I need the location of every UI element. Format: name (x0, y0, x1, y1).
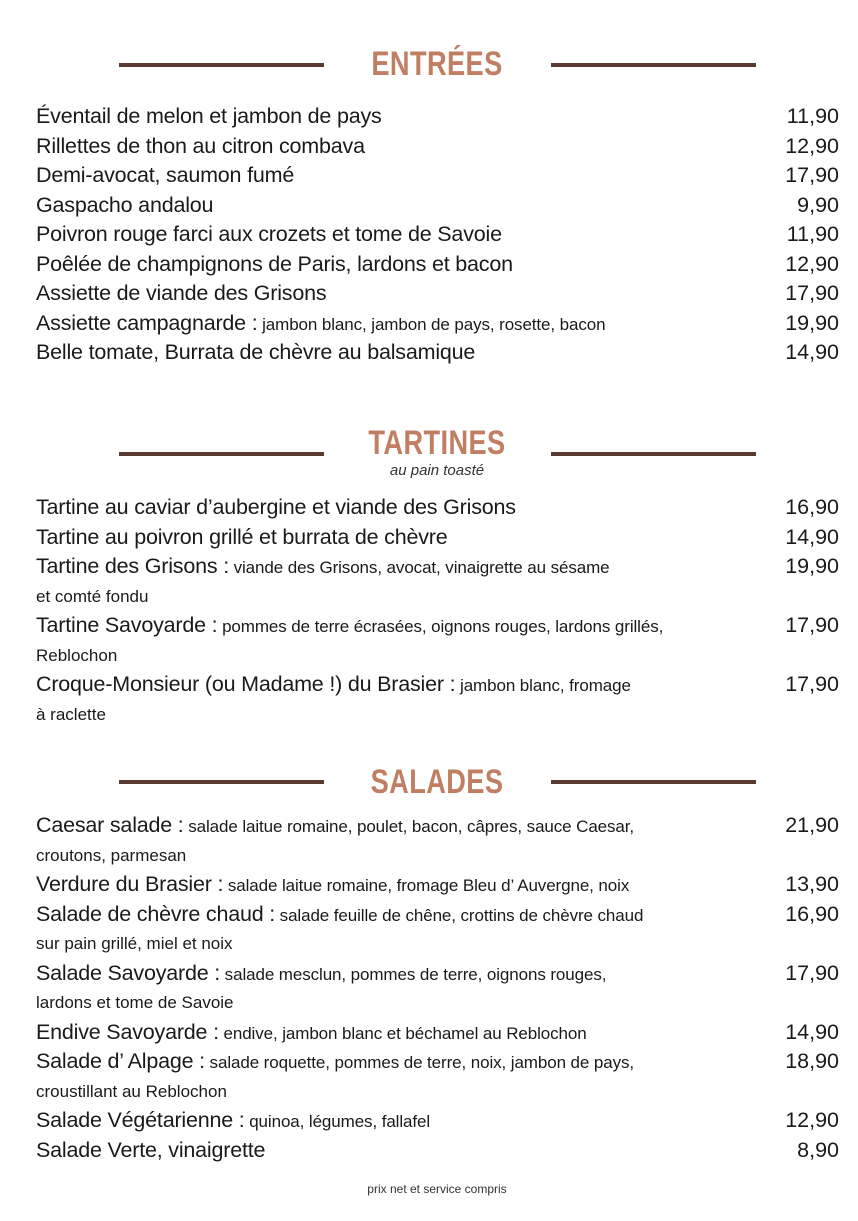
footer-note: prix net et service compris (367, 1182, 507, 1196)
menu-item-line (36, 959, 839, 989)
menu-item (36, 1047, 839, 1106)
salades-title: SALADES (370, 763, 504, 801)
menu-item-line (36, 1047, 839, 1077)
menu-item-name: Tartine au poivron grillé et burrata de chèvre (36, 524, 448, 549)
menu-item-name: Salade de chèvre chaud : (36, 901, 276, 926)
menu-item-line (36, 1106, 839, 1136)
menu-item-description: salade roquette, pommes de terre, noix, jambon de pays, (204, 1053, 635, 1072)
menu-item-line (36, 279, 839, 309)
menu-item-name: Salade Verte, vinaigrette (36, 1137, 266, 1162)
menu-item (36, 900, 839, 959)
menu-item-price: 12,90 (785, 133, 839, 158)
menu-item-name: Salade Végétarienne : (36, 1108, 245, 1132)
menu-item-line (36, 191, 839, 221)
menu-item-line (36, 220, 839, 250)
entrees-title: ENTRÉES (371, 45, 503, 83)
tartines-header (0, 422, 858, 479)
menu-item-price: 11,90 (786, 222, 839, 246)
menu-item-name: Endive Savoyarde : (36, 1019, 219, 1044)
menu-item-description-continued: Reblochon (36, 645, 118, 665)
menu-item-name: Verdure du Brasier : (36, 872, 224, 896)
entrees-rule-right (551, 63, 756, 67)
menu-item-name: Éventail de melon et jambon de pays (36, 104, 382, 128)
menu-item-line (36, 161, 839, 191)
menu-item (36, 959, 839, 1018)
menu-item-price: 14,90 (785, 524, 839, 549)
menu-item-description: jambon blanc, fromage (455, 676, 631, 695)
menu-item-name: Tartine Savoyarde : (36, 613, 218, 637)
menu-item-price: 12,90 (785, 1108, 839, 1132)
menu-item (36, 611, 839, 670)
menu-item (36, 1018, 839, 1048)
tartines-rule-right (551, 452, 756, 456)
menu-item-description-continued: et comté fondu (36, 586, 149, 606)
menu-item-line (36, 1018, 839, 1048)
menu-item-description-continued: croutons, parmesan (36, 845, 187, 865)
tartines-subtitle: au pain toasté (389, 462, 485, 479)
salades-header (0, 760, 858, 810)
menu-item (36, 250, 839, 280)
menu-item (36, 132, 839, 162)
menu-item-price: 18,90 (785, 1049, 839, 1073)
menu-item (36, 552, 839, 611)
menu-item-price: 16,90 (785, 901, 839, 926)
menu-item-line (36, 900, 839, 930)
menu-item-description: viande des Grisons, avocat, vinaigrette au sésame (228, 558, 610, 577)
menu-item (36, 811, 839, 870)
menu-item-name: Demi-avocat, saumon fumé (36, 163, 295, 187)
menu-item-name: Salade d’ Alpage : (36, 1049, 205, 1073)
menu-item-price: 17,90 (785, 672, 839, 696)
menu-item-description: pommes de terre écrasées, oignons rouges, lardons grillés, (217, 617, 664, 636)
menu-item-name: Salade Savoyarde : (36, 960, 221, 985)
menu-item-price: 16,90 (785, 495, 839, 519)
menu-item-name: Tartine des Grisons : (36, 554, 229, 578)
tartines-title: TARTINES (368, 424, 506, 462)
menu-item-price: 12,90 (785, 251, 839, 276)
menu-item-name: Assiette campagnarde : (36, 310, 258, 335)
menu-item (36, 191, 839, 221)
menu-item-price: 19,90 (785, 554, 839, 578)
menu-item-name: Belle tomate, Burrata de chèvre au balsamique (36, 340, 476, 364)
menu-item-line (36, 132, 839, 162)
menu-item-description-continued: à raclette (36, 704, 106, 724)
menu-item-price: 9,90 (797, 192, 839, 217)
menu-item-price: 19,90 (785, 310, 839, 335)
menu-item (36, 220, 839, 250)
menu-item-price: 21,90 (785, 813, 839, 837)
menu-item-price: 17,90 (785, 163, 839, 187)
menu-item-price: 13,90 (785, 872, 839, 896)
menu-item-price: 17,90 (785, 613, 839, 637)
menu-item-description-continued: lardons et tome de Savoie (36, 993, 234, 1012)
menu-item-line (36, 870, 839, 900)
menu-item-description: salade mesclun, pommes de terre, oignons rouges, (220, 964, 607, 984)
menu-item-price: 17,90 (785, 960, 839, 985)
menu-item-description: salade feuille de chêne, crottins de chèvre chaud (275, 905, 644, 925)
menu-item (36, 309, 839, 339)
menu-item-name: Croque-Monsieur (ou Madame !) du Brasier : (36, 672, 456, 696)
menu-item-line (36, 552, 839, 582)
menu-item-line (36, 523, 839, 553)
menu-item (36, 493, 839, 523)
menu-item (36, 279, 839, 309)
menu-item-name: Assiette de viande des Grisons (36, 281, 327, 305)
menu-item (36, 338, 839, 368)
menu-item-line (36, 811, 839, 841)
menu-item-line (36, 670, 839, 700)
menu-item-description: jambon blanc, jambon de pays, rosette, bacon (257, 314, 606, 334)
entrees-header (0, 42, 858, 92)
menu-item-line (36, 309, 839, 339)
menu-item (36, 670, 839, 729)
menu-item-description: salade laitue romaine, fromage Bleu d’ Auvergne, noix (223, 876, 630, 895)
menu-item-price: 14,90 (785, 1019, 839, 1044)
salades-rule-right (551, 780, 756, 784)
menu-item-name: Gaspacho andalou (36, 192, 214, 217)
menu-item (36, 523, 839, 553)
menu-item-line (36, 250, 839, 280)
menu-item-line (36, 493, 839, 523)
menu-item-price: 8,90 (797, 1137, 839, 1162)
menu-item-name: Poivron rouge farci aux crozets et tome de Savoie (36, 222, 502, 246)
menu-item (36, 102, 839, 132)
menu-item-price: 11,90 (786, 104, 839, 128)
menu-item-description-continued: croustillant au Reblochon (36, 1081, 227, 1101)
menu-item-price: 17,90 (785, 281, 839, 305)
menu-item (36, 161, 839, 191)
menu-item-line (36, 338, 839, 368)
menu-item (36, 1136, 839, 1166)
menu-item-price: 14,90 (785, 340, 839, 364)
menu-item-description: salade laitue romaine, poulet, bacon, câpres, sauce Caesar, (183, 817, 635, 836)
menu-item-line (36, 102, 839, 132)
menu-item-description: quinoa, légumes, fallafel (244, 1112, 431, 1131)
menu-item-line (36, 611, 839, 641)
menu-item-description: endive, jambon blanc et béchamel au Reblochon (218, 1023, 587, 1043)
menu-item-description-continued: sur pain grillé, miel et noix (36, 934, 233, 953)
menu-item-name: Poêlée de champignons de Paris, lardons et bacon (36, 251, 513, 276)
menu-item-name: Caesar salade : (36, 813, 184, 837)
menu-item (36, 1106, 839, 1136)
menu-item (36, 870, 839, 900)
menu-item-name: Tartine au caviar d’aubergine et viande des Grisons (36, 495, 516, 519)
menu-item-line (36, 1136, 839, 1166)
menu-item-name: Rillettes de thon au citron combava (36, 133, 365, 158)
